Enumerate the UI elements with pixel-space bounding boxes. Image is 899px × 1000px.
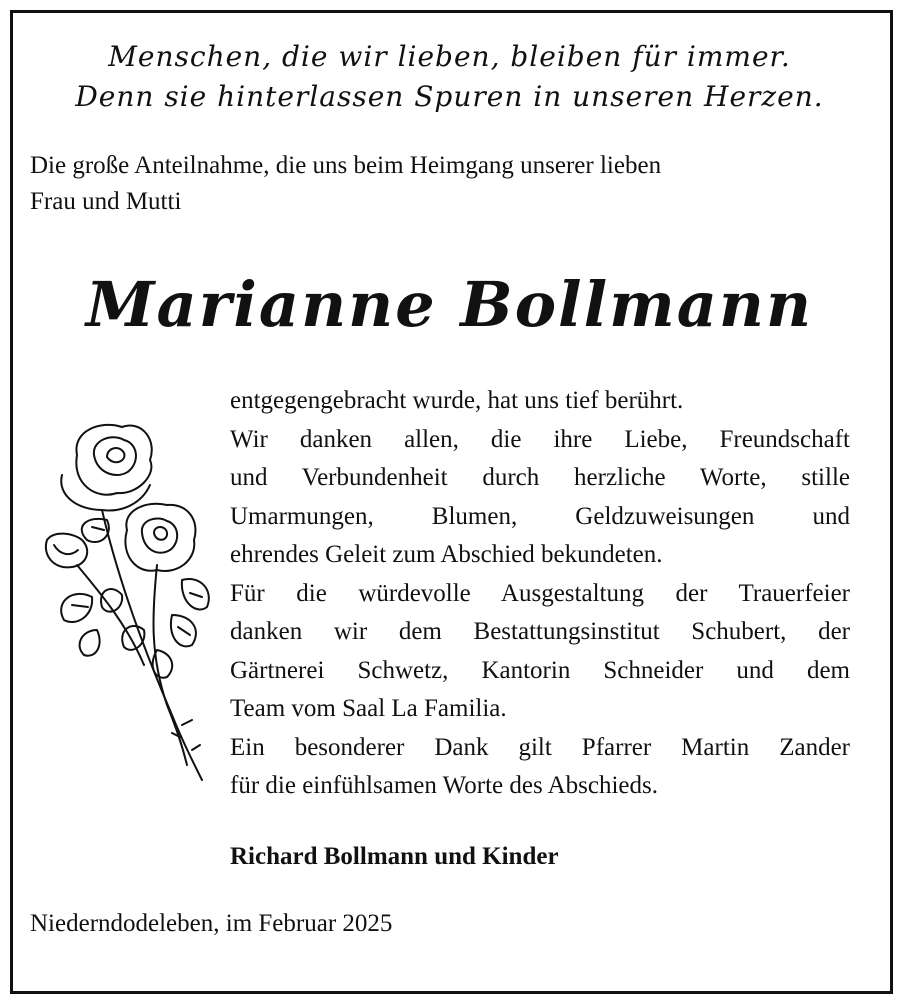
thanks-line: Ein besonderer Dank gilt Pfarrer Martin Zander bbox=[230, 733, 850, 761]
thanks-line: und Verbundenheit durch herzliche Worte, stille bbox=[230, 464, 850, 491]
thanks-line: ehrendes Geleit zum Abschied bekundeten. bbox=[230, 541, 663, 568]
place-date: Niederndodeleben, im Februar 2025 bbox=[30, 910, 393, 937]
deceased-name: Marianne Bollmann bbox=[85, 268, 814, 341]
motto-line-2: Denn sie hinterlassen Spuren in unseren Herzen. bbox=[75, 80, 824, 113]
thanks-line: Wir danken allen, die ihre Liebe, Freundschaft bbox=[230, 425, 850, 453]
thanks-line: Umarmungen, Blumen, Geldzuweisungen und bbox=[230, 502, 850, 530]
signer-name: Richard Bollmann und Kinder bbox=[230, 843, 559, 870]
thanks-text bbox=[230, 382, 850, 806]
thanks-line: Team vom Saal La Familia. bbox=[230, 695, 507, 722]
thanks-line: danken wir dem Bestattungsinstitut Schubert, der bbox=[230, 618, 850, 645]
thanks-line: Gärtnerei Schwetz, Kantorin Schneider und dem bbox=[230, 656, 850, 684]
motto-line-1: Menschen, die wir lieben, bleiben für immer. bbox=[108, 40, 791, 73]
thanks-line: entgegengebracht wurde, hat uns tief berührt. bbox=[230, 387, 684, 414]
intro-line-1: Die große Anteilnahme, die uns beim Heimgang unserer lieben bbox=[30, 152, 662, 179]
intro-text bbox=[30, 148, 850, 220]
thanks-line: Für die würdevolle Ausgestaltung der Trauerfeier bbox=[230, 579, 850, 607]
intro-line-2: Frau und Mutti bbox=[30, 188, 182, 215]
roses-icon bbox=[32, 415, 222, 790]
thanks-line: für die einfühlsamen Worte des Abschieds. bbox=[230, 772, 658, 799]
